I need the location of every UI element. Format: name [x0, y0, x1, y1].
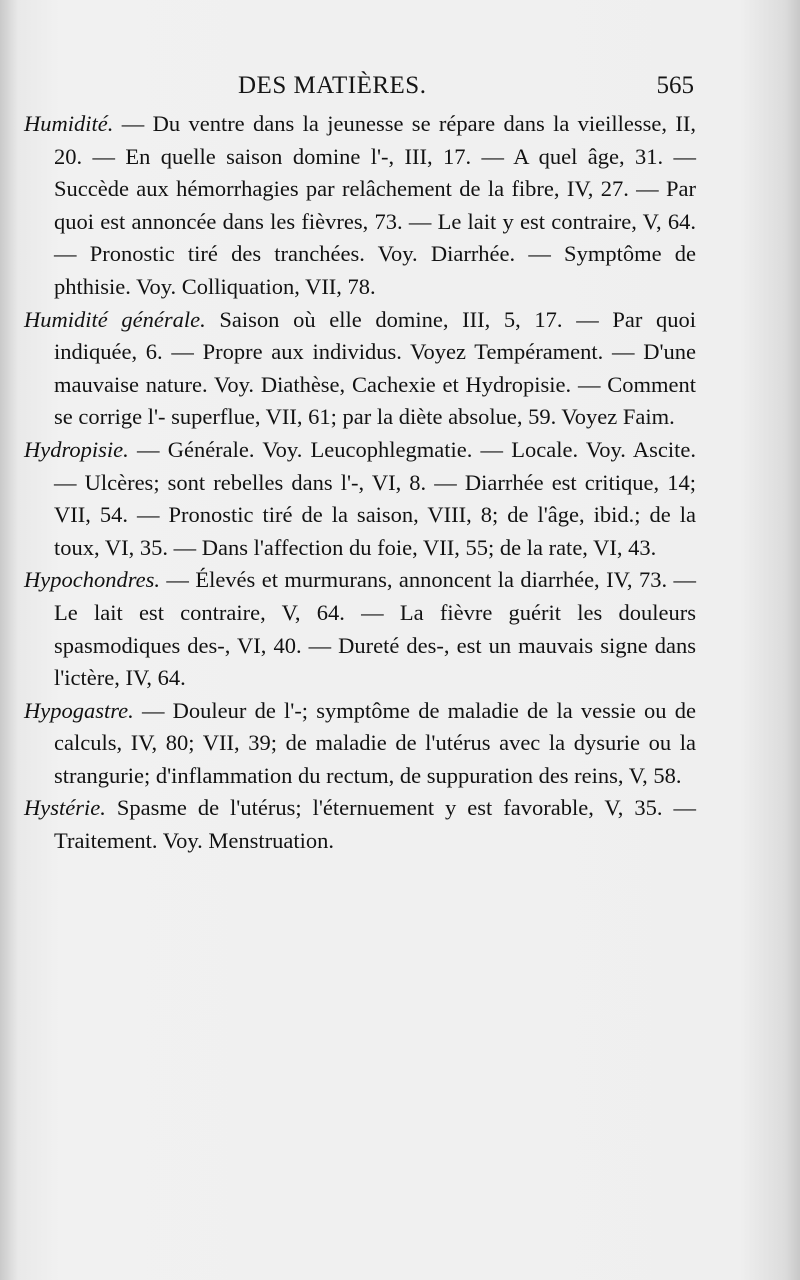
entry-text: — Élevés et murmurans, annoncent la diarrhée, IV, 73. — Le lait est contraire, V, 64. — La fièvre guérit les douleurs spasmodiques des-, VI, 40. — Dureté des-, est un mauvais signe dans l'ictère, IV, 64. [54, 567, 696, 691]
index-entry-hypogastre [24, 695, 696, 793]
index-entry-humidite [24, 108, 696, 304]
entry-text: — Du ventre dans la jeunesse se répare dans la vieillesse, II, 20. — En quelle saison domine l'-, III, 17. — A quel âge, 31. — Succède aux hémorrhagies par relâchement de la fibre, IV, 27. — Par quoi est annoncée dans les fièvres, 73. — Le lait y est contraire, V, 64. — Pronostic tiré des tranchées. Voy. Diarrhée. — Symptôme de phthisie. Voy. Colliquation, VII, 78. [54, 111, 696, 299]
entry-text: Spasme de l'utérus; l'éternuement y est favorable, V, 35. — Traitement. Voy. Menstruation. [54, 795, 696, 854]
index-entry-hydropisie [24, 434, 696, 564]
entry-headword: Hypogastre. [24, 697, 134, 723]
entry-text: — Douleur de l'-; symptôme de maladie de la vessie ou de calculs, IV, 80; VII, 39; de maladie de l'utérus avec la dysurie ou la strangurie; d'inflammation du rectum, de suppuration des reins, V, 58. [54, 697, 696, 788]
index-entries [24, 108, 696, 858]
index-entry-hypochondres [24, 564, 696, 694]
entry-text: — Générale. Voy. Leucophlegmatie. — Locale. Voy. Ascite. — Ulcères; sont rebelles dans l'-, VI, 8. — Diarrhée est critique, 14; VII, 54. — Pronostic tiré de la saison, VIII, 8; de l'âge, ibid.; de la toux, VI, 35. — Dans l'affection du foie, VII, 55; de la rate, VI, 43. [54, 436, 696, 560]
entry-headword: Hypochondres. [24, 567, 161, 593]
entry-headword: Hydropisie. [24, 436, 129, 462]
index-entry-hysterie [24, 792, 696, 857]
page-header [0, 70, 800, 110]
running-title: DES MATIÈRES. [238, 72, 427, 99]
page-number: 565 [656, 72, 694, 99]
entry-headword: Humidité. [24, 111, 114, 136]
entry-headword: Hystérie. [24, 795, 106, 821]
index-entry-humidite-generale [24, 304, 696, 434]
entry-text: Saison où elle domine, III, 5, 17. — Par quoi indiquée, 6. — Propre aux individus. Voyez Tempérament. — D'une mauvaise nature. Voy. Diathèse, Cachexie et Hydropisie. — Comment se corrige l'- superflue, VII, 61; par la diète absolue, 59. Voyez Faim. [54, 306, 696, 430]
entry-headword: Humidité générale. [24, 306, 206, 332]
